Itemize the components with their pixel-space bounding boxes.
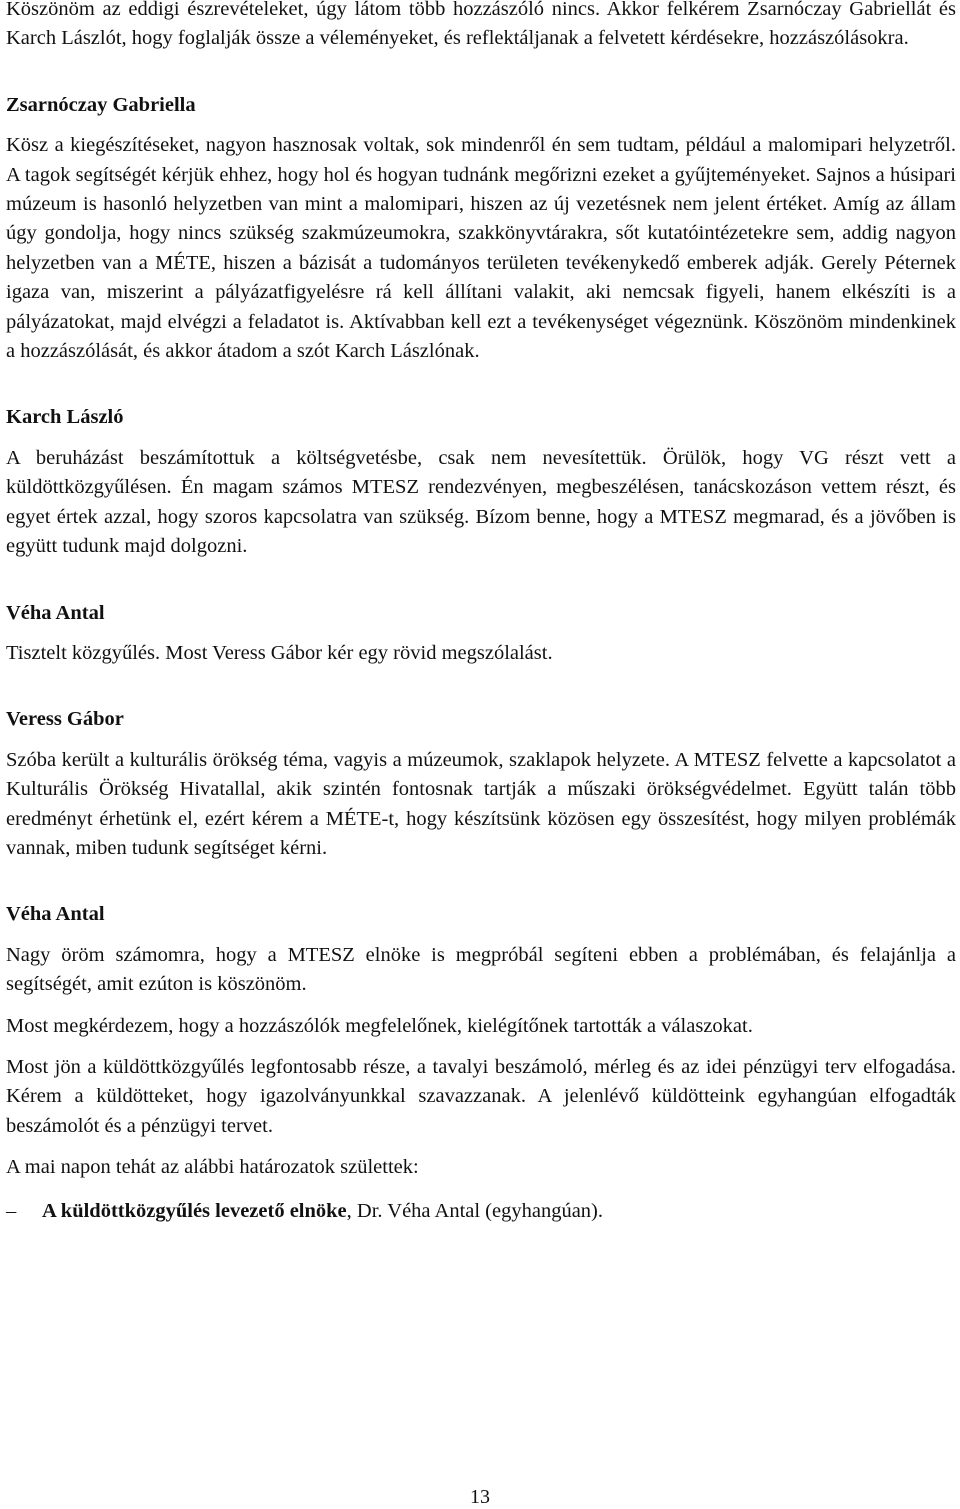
speaker-heading: Véha Antal	[6, 903, 105, 926]
section-spacer	[6, 930, 956, 941]
section-spacer	[6, 54, 956, 91]
paragraph-spacer	[6, 1141, 956, 1153]
speech-paragraph: Kösz a kiegészítéseket, nagyon hasznosak voltak, sok mindenről én sem tudtam, például a malomipari helyzetről. A tagok segítségét kérjük ehhez, hogy hol és hogyan tudnánk megőrizni ezeket a gyűjteményeket. Sajnos a húsipari múzeum is hasonló helyzetben van mint a malomipari, hiszen az új vezetésnek nem jelent értéket. Amíg az állam úgy gondolja, hogy nincs szükség szakmúzeumokra, szakkönyvtárakra, sőt kutatóintézetekre sem, addig nagyon helyzetben van a MÉTE, hiszen a bázisát a tudományos területen tevékenykedő emberek adják. Gerely Péternek igaza van, miszerint a pályázatfigyelésre rá kell állítani valakit, aki nemcsak figyeli, hanem elkészíti is a pályázatokat, majd elvégzi a feladatot is. Aktívabban kell ezt a tevékenységet végeznünk. Köszönöm mindenkinek a hozzászólását, és akkor átadom a szót Karch Lászlónak.	[6, 134, 956, 363]
section-spacer	[6, 863, 956, 900]
speaker-heading: Zsarnóczay Gabriella	[6, 93, 196, 116]
speaker-heading: Veress Gábor	[6, 708, 124, 731]
speech-paragraph: A mai napon tehát az alábbi határozatok születtek:	[6, 1156, 419, 1179]
speaker-heading: Véha Antal	[6, 601, 105, 624]
list-dash: –	[6, 1199, 17, 1222]
section-spacer	[6, 562, 956, 599]
speaker-heading: Karch László	[6, 406, 124, 429]
section-spacer	[6, 366, 956, 403]
section-spacer	[6, 628, 956, 639]
section-spacer	[6, 120, 956, 131]
section-spacer	[6, 668, 956, 705]
speech-paragraph: Tisztelt közgyűlés. Most Veress Gábor kér egy rövid megszólalást.	[6, 641, 553, 664]
speech-paragraph: Most jön a küldöttközgyűlés legfontosabb része, a tavalyi beszámoló, mérleg és az idei pénzügyi terv elfogadása. Kérem a küldötteket, hogy igazolványunkkal szavazzanak. A jelenlévő küldötteink egyhangúan elfogadták beszámolót és a pénzügyi tervet.	[6, 1055, 956, 1137]
intro-paragraph: Köszönöm az eddigi észrevételeket, úgy látom több hozzászóló nincs. Akkor felkérem Zsarnóczay Gabriellát és Karch Lászlót, hogy foglalják össze a véleményeket, és reflektáljanak a felvetett kérdésekre, hozzászólásokra.	[6, 0, 956, 50]
resolution-list-item	[6, 1197, 956, 1226]
section-spacer	[6, 433, 956, 444]
speech-paragraph: Nagy öröm számomra, hogy a MTESZ elnöke is megpróbál segíteni ebben a problémában, és felajánlja a segítségét, amit ezúton is köszönöm.	[6, 943, 956, 996]
resolution-detail: , Dr. Véha Antal (egyhangúan).	[346, 1199, 604, 1222]
section-spacer	[6, 735, 956, 746]
speech-paragraph: Szóba került a kulturális örökség téma, vagyis a múzeumok, szaklapok helyzete. A MTESZ felvette a kapcsolatot a Kulturális Örökség Hivatallal, akik szintén fontosnak tartják a műszaki örökségvédelmet. Együtt talán több eredményt érhetünk el, ezért kérem a MÉTE-t, hogy készítsünk közösen egy összesítést, hogy milyen problémák vannak, miben tudunk segítséget kérni.	[6, 748, 956, 859]
page-number: 13	[470, 1486, 490, 1508]
resolution-title: A küldöttközgyűlés levezető elnöke	[42, 1199, 347, 1222]
speech-paragraph: Most megkérdezem, hogy a hozzászólók megfelelőnek, kielégítőnek tartották a válaszokat.	[6, 1014, 753, 1037]
speech-paragraph: A beruházást beszámítottuk a költségvetésbe, csak nem nevesítettük. Örülök, hogy VG részt vett a küldöttközgyűlésen. Én magam számos MTESZ rendezvényen, megbeszélésen, tanácskozáson vettem részt, és egyet értek azzal, hogy szoros kapcsolatra van szükség. Bízom benne, hogy a MTESZ megmarad, és a jövőben is együtt tudunk majd dolgozni.	[6, 446, 956, 558]
paragraph-spacer	[6, 1041, 956, 1053]
document-page	[6, 0, 956, 1226]
paragraph-spacer	[6, 1000, 956, 1012]
